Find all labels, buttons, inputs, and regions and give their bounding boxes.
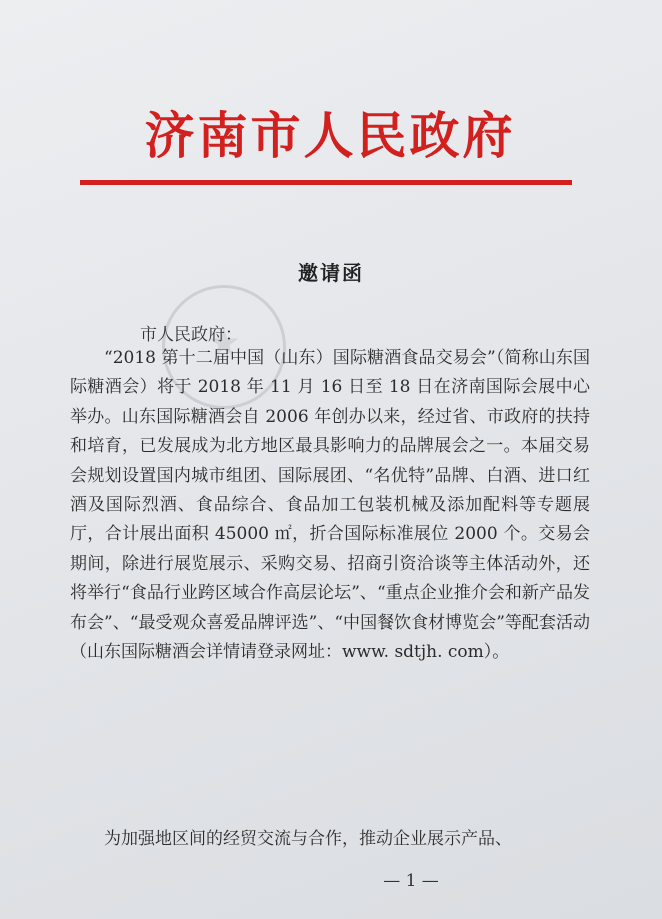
document-title: 邀请函: [298, 261, 364, 285]
salutation: 市人民政府：: [140, 325, 242, 345]
body-paragraph-1: “2018 第十二届中国（山东）国际糖酒食品交易会”（简称山东国际糖酒会）将于 2018 年 11 月 16 日至 18 日在济南国际会展中心举办。山东国际糖酒会自 2006 年创办以来，经过省、市政府的扶持和培育，已发展成为北方地区最具影响力的品牌展会之一。本届交易会规划设置国内城市组团、国际展团、“名优特”品牌、白酒、进口红酒及国际烈酒、食品综合、食品加工包装机械及添加配料等专题展厅，合计展出面积 45000 ㎡，折合国际标准展位 2000 个。交易会期间，除进行展览展示、采购交易、招商引资洽谈等主体活动外，还将举行“食品行业跨区域合作高层论坛”、“重点企业推介会和新产品发布会”、“最受观众喜爱品牌评选”、“中国餐饮食材博览会”等配套活动（山东国际糖酒会详情请登录网址：www. sdtjh. com）。: [70, 348, 590, 663]
page-number: — 1 —: [383, 871, 439, 891]
red-header-rule: [80, 180, 572, 185]
government-header-title: 济南市人民政府: [144, 106, 516, 165]
body-paragraph-2: 为加强地区间的经贸交流与合作，推动企业展示产品、: [104, 829, 512, 849]
